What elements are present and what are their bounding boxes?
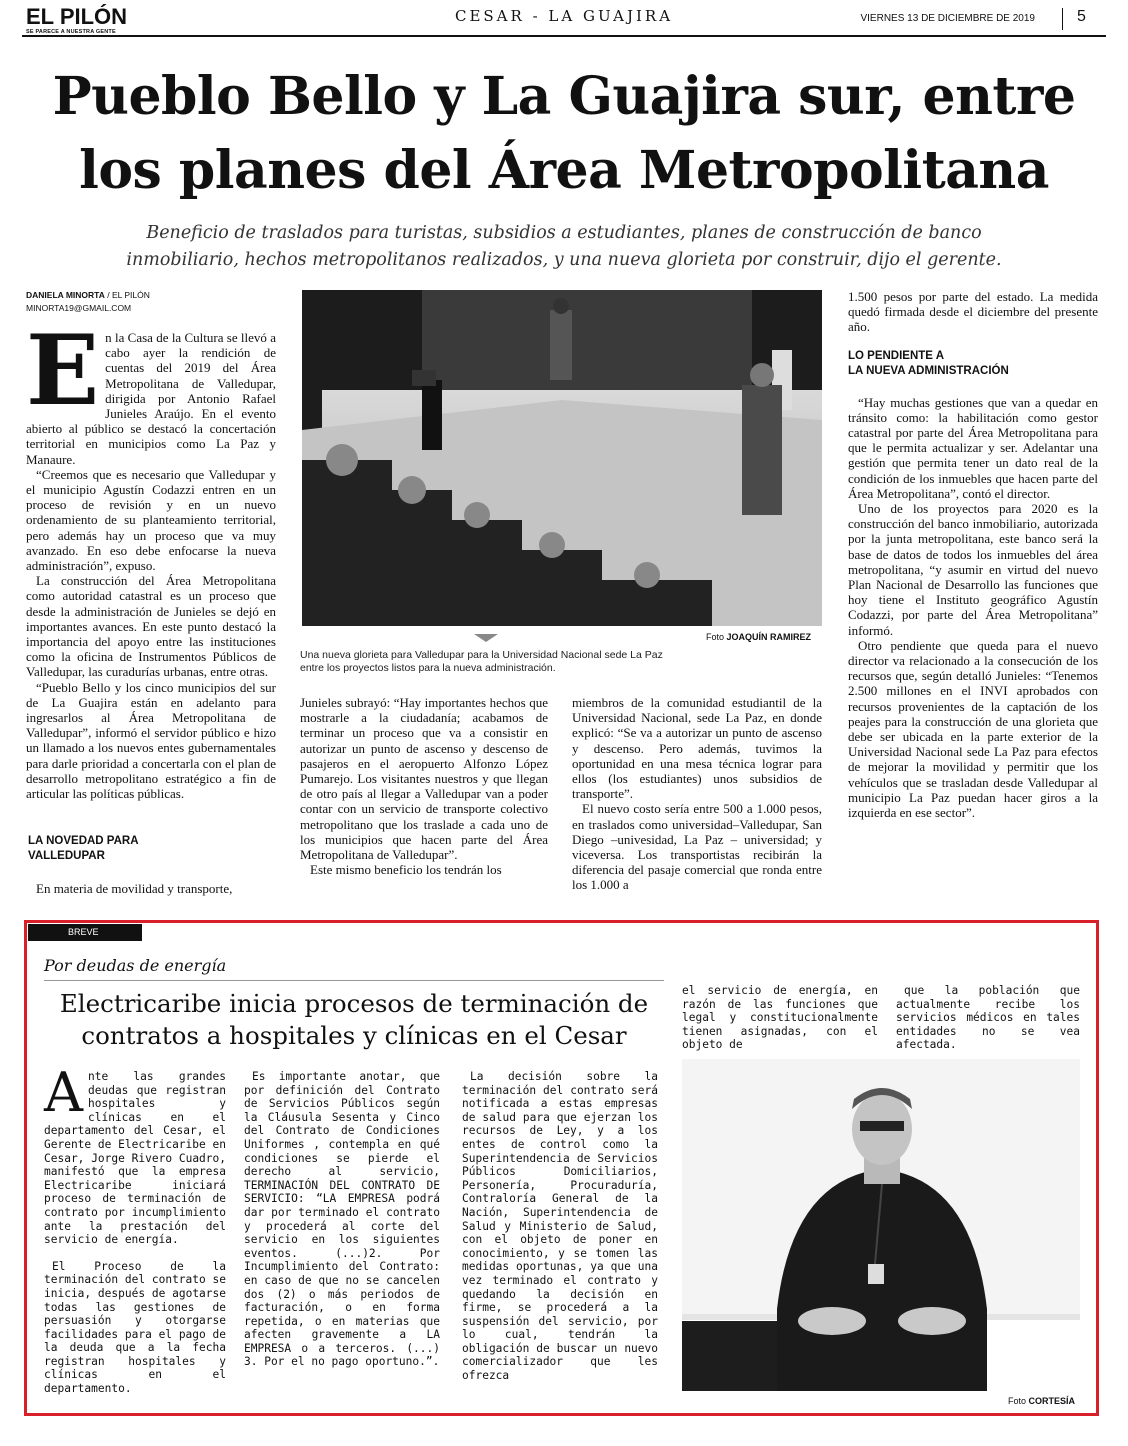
article-column-4	[848, 289, 1098, 820]
caption-pointer	[474, 634, 498, 642]
breve-headline: Electricaribe inicia procesos de terminación de contratos a hospitales y clínicas en el Cesar	[59, 989, 649, 1050]
masthead-rule	[22, 35, 1106, 37]
byline-author: DANIELA MINORTA	[26, 290, 105, 300]
portrait-image	[682, 1059, 1080, 1391]
paragraph: “Hay muchas gestiones que van a quedar en tránsito como: la habilitación como gestor catastral por parte del Área Metropolitana para que le permita actualizar y ser. Adelantar una gestión que permita tener un dato real de la condición de los inmuebles que hacen parte del Área Metropolitana”, contó el director.	[848, 394, 1098, 501]
paragraph: Es importante anotar, que por definición del Contrato de Servicios Públicos según la Cláusula Sesenta y Cinco del Contrato de Condiciones Uniformes , contempla en qué condiciones se pierde el derecho al servicio, TERMINACIÓN DEL CONTRATO DE SERVICIO: “LA EMPRESA podrá dar por terminado el contrato y procederá al corte del servicio en los siguientes eventos. (...)2. Por Incumplimiento del Contrato: en caso de que no se cancelen dos (2) o más periodos de facturación, o en forma repetida, o en materias que afecten gravemente a LA EMPRESA o a terceros. (...) 3. Por el no pago oportuno.”.	[244, 1070, 440, 1369]
paragraph: 1.500 pesos por parte del estado. La medida quedó firmada desde el diciembre del presente año.	[848, 289, 1098, 335]
breve-column-3	[462, 1070, 658, 1383]
subhead-novedad: LA NOVEDAD PARA VALLEDUPAR	[28, 835, 139, 862]
paragraph: En materia de movilidad y transporte,	[36, 881, 233, 896]
article-column-1	[26, 314, 276, 802]
paragraph: Uno de los proyectos para 2020 es la construcción del banco inmobiliario, autorizada por la junta metropolitana, este banco será la base de datos de todos los inmuebles del área metropolitana, “y asumir en virtud del nuevo Plan Nacional de Desarrollo las funciones que hoy tiene el Instituto geográfico Agustín Codazzi, por parte del Área Metropolitana” informó.	[848, 501, 1098, 638]
breve-column-5	[896, 984, 1080, 1052]
section-name: CESAR - LA GUAJIRA	[454, 7, 674, 25]
breve-tag: BREVE	[28, 924, 142, 941]
photo-credit: Foto JOAQUÍN RAMIREZ	[706, 632, 812, 642]
issue-date: VIERNES 13 DE DICIEMBRE DE 2019	[860, 13, 1035, 24]
paragraph: El Proceso de la terminación del contrato se inicia, después de agotarse todas las gestiones de persuasión y otorgarse facilidades para el pago de la deuda que a la fecha registran hospitales y clínicas en el departamento.	[44, 1259, 226, 1396]
newspaper-slogan: SE PARECE A NUESTRA GENTE	[26, 29, 116, 35]
breve-column-2	[244, 1070, 440, 1369]
page-number: 5	[1077, 8, 1086, 25]
paragraph: el servicio de energía, en razón de las funciones que legal y constitucionalmente tienen asignadas, con el objeto de	[682, 984, 878, 1052]
paragraph: La decisión sobre la terminación del contrato será notificada a estas empresas de salud para que ejerzan los recursos de Ley, y a los entes de control como la Superintendencia de Servicios Públicos Domiciliarios, Personería, Procuraduría, Contraloría General de la Nación, Superintendencia de Salud y Ministerio de Salud, con el objeto de poner en conocimiento, y se tomen las medidas oportunas, ya que una vez terminado el contrato y quedando la decisión en firme, se procederá a la suspensión del servicio, por lo cual, tendrán la obligación de buscar un nuevo comercializador que les ofrezca	[462, 1070, 658, 1383]
paragraph: miembros de la comunidad estudiantil de la Universidad Nacional, sede La Paz, en donde explicó: “Se va a autorizar un punto de ascenso y descenso. Pero además, tuvimos la oportunidad en una mesa técnica lograr para ellos (los estudiantes) unos subsidios de transporte”.	[572, 695, 822, 802]
masthead-separator	[1062, 8, 1063, 30]
article-headline	[0, 60, 1128, 208]
deck-line-2: inmobiliario, hechos metropolitanos realizados, y una nueva glorieta por construir, dijo el gerente.	[126, 250, 1002, 270]
paragraph: “Creemos que es necesario que Valledupar y el municipio Agustín Codazzi entren en un proceso de revisión y en un nuevo ordenamiento de su planteamiento territorial, pero además hay un proceso que va muy avanzado. En eso debe enfocarse la nueva administración”, expuso.	[26, 466, 276, 574]
dropcap: E	[26, 314, 100, 427]
article-column-2	[300, 695, 548, 877]
paragraph: El nuevo costo sería entre 500 a 1.000 pesos, en traslados como universidad–Valledupar, San Diego –univesidad, La Paz – universidad; y viceversa. Los transportistas recibirán la diferencia del pasaje comercial que ronda entre los 1.000 a	[572, 801, 822, 893]
article-deck	[0, 220, 1128, 274]
manager-portrait	[682, 1059, 1080, 1391]
lead-paragraph: Ante las grandes deudas que registran hospitales y clínicas en el departamento del Cesar, el Gerente de Electricaribe en Cesar, Jorge Rivero Cuadro, manifestó que la empresa Electricaribe iniciará proceso de terminación de contrato por incumplimiento ante la prestación del servicio de energía.	[44, 1061, 226, 1247]
newspaper-logo: EL PILÓN	[26, 4, 128, 29]
article-column-3	[572, 695, 822, 893]
photo-caption: Una nueva glorieta para Valledupar para la Universidad Nacional sede La Paz entre los proyectos listos para la nueva administración.	[300, 649, 663, 674]
headline-line-2: los planes del Área Metropolitana	[79, 140, 1049, 201]
paragraph: Junieles subrayó: “Hay importantes hechos que mostrarle a la ciudadanía; acabamos de terminar un proceso que va a consistir en autorizar un punto de ascenso y descenso de pasajeros en el aeropuerto Alfonzo López Pumarejo. Los visitantes nuestros y que llegan de otro país al llegar a Valledupar van a poder contar con un servicio de transporte colectivo metropolitano que los traslade a cada uno de los municipios que hacen parte del Área Metropolitana de Valledupar”.	[300, 695, 548, 863]
event-photo	[302, 290, 822, 626]
article-column-1-tail	[26, 881, 276, 896]
subhead-pendiente: LO PENDIENTE A LA NUEVA ADMINISTRACIÓN	[848, 349, 1009, 377]
byline-email: MINORTA19@GMAIL.COM	[26, 303, 132, 313]
byline-outlet: / EL PILÓN	[104, 290, 150, 300]
paragraph: La construcción del Área Metropolitana como autoridad catastral es un proceso que desde la administración de Junieles se dejó en importantes avances. En este punto destacó la importancia del apoyo entre las instituciones como la oficina de Instrumentos Públicos de Valledupar, las curadurías urbanas, entre otras.	[26, 573, 276, 680]
paragraph: que la población que actualmente recibe los servicios médicos en tales entidades no se vea afectada.	[896, 984, 1080, 1052]
breve-rule	[44, 980, 664, 981]
breve-kicker: Por deudas de energía	[44, 956, 227, 975]
breve-column-1	[44, 1061, 226, 1396]
paragraph: Este mismo beneficio los tendrán los	[310, 862, 502, 878]
byline	[26, 289, 150, 315]
deck-line-1: Beneficio de traslados para turistas, subsidios a estudiantes, planes de construcción de banco	[146, 223, 982, 243]
auditorium-image	[302, 290, 822, 626]
paragraph: “Pueblo Bello y los cinco municipios del sur de La Guajira están en adelanto para ingresarlos al Área Metropolitana de Valledupar”, informó el servidor público e hizo un llamado a los nuevos entes gubernamentales para darle prioridad a concertarla con el plan de desarrollo metropolitano estratégico a fin de articular las políticas públicas.	[26, 679, 276, 802]
headline-line-1: Pueblo Bello y La Guajira sur, entre	[52, 66, 1076, 127]
dropcap: A	[44, 1061, 83, 1124]
breve-column-4	[682, 984, 878, 1052]
lead-paragraph: En la Casa de la Cultura se llevó a cabo ayer la rendición de cuentas del 2019 del Área Metropolitana de Valledupar, dirigida por Antonio Rafael Junieles Araújo. En el evento abierto al público se destacó la concertación territorial en municipios como La Paz y Manaure.	[26, 314, 276, 467]
portrait-credit: Foto CORTESÍA	[1008, 1396, 1076, 1406]
paragraph: Otro pendiente que queda para el nuevo director va relacionado a la consecución de los recursos que, según detalló Junieles: “Tenemos 2.500 millones en el INVI aprobados con recursos provenientes de la captación de los peajes para la construcción de una glorieta que debe ser ubicada en la parte exterior de la Universidad Nacional sede La Paz para efectos de mejorar la movilidad y permitir que los vehículos que se trasladan desde Valledupar al municipio La Paz puedan hacer giros a la izquierda en ese sector”.	[848, 637, 1098, 821]
